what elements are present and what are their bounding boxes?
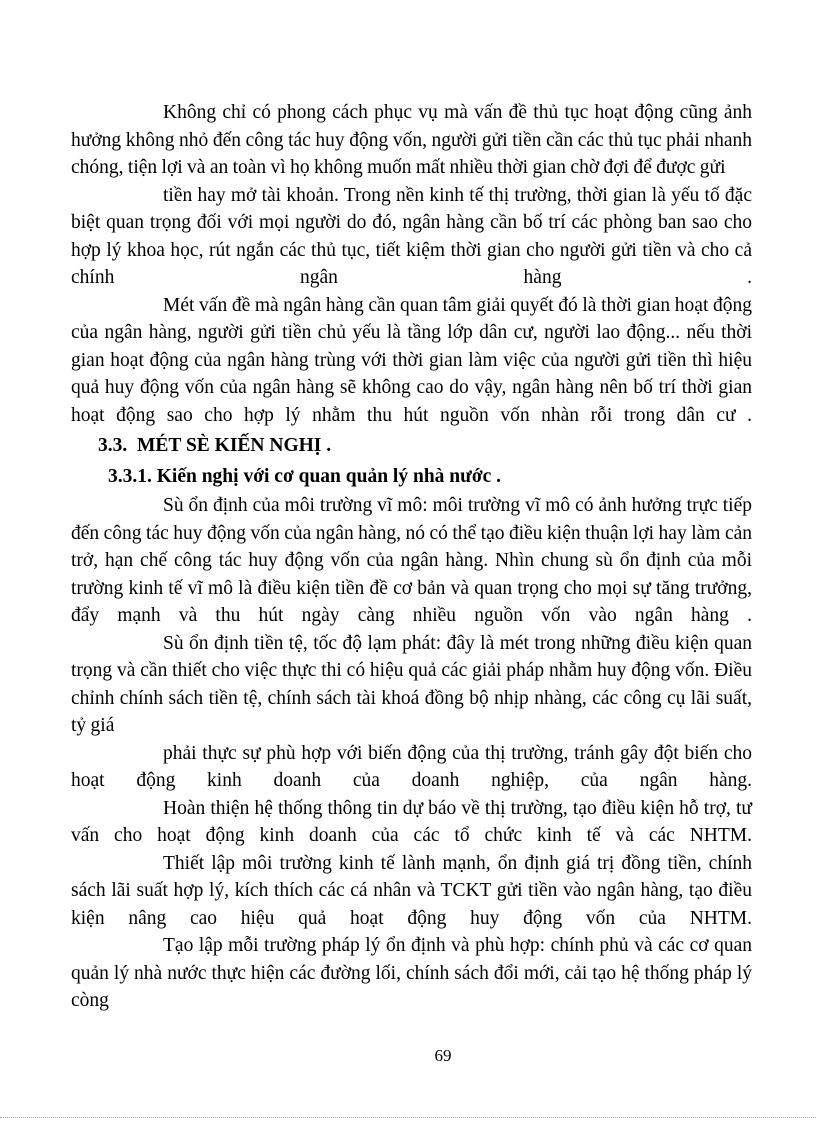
document-body — [71, 99, 752, 1015]
paragraph-information-system: Hoàn thiện hệ thống thông tin dự báo về thị trường, tạo điều kiện hỗ trợ, tư vấn cho hoạt động kinh doanh của các tổ chức kinh tế và các NHTM. — [71, 797, 752, 846]
section-heading-3-3-1: 3.3.1. Kiến nghị với cơ quan quản lý nhà nước . — [108, 466, 502, 487]
paragraph-healthy-economy: Thiết lập môi trường kinh tế lành mạnh, ổn định giá trị đồng tiền, chính sách lãi suất hợp lý, kích thích các cá nhân và TCKT gửi tiền vào ngân hàng, tạo điều kiện nâng cao hiệu quả hoạt động huy động vốn của NHTM. — [71, 852, 752, 929]
paragraph-time-procedures: tiền hay mở tài khoản. Trong nền kinh tế thị trường, thời gian là yếu tố đặc biệt quan trọng đối với mọi người do đó, ngân hàng cần bố trí các phòng ban sao cho hợp lý khoa học, rút ngắn các thủ tục, tiết kiệm thời gian cho người gửi tiền và cho cả chính ngân hàng . — [71, 184, 752, 288]
section-heading-3-3: 3.3. MÉT SÈ KIẾN NGHỊ . — [98, 435, 332, 456]
paragraph-monetary-stability: Sù ổn định tiền tệ, tốc độ lạm phát: đây là mét trong những điều kiện quan trọng và cần thiết cho việc thực thi có hiệu quả các giải pháp nhằm huy động vốn. Điều chỉnh chính sách tiền tệ, chính sách tài khoá đồng bộ nhịp nhàng, các công cụ lãi suất, tỷ giá — [71, 632, 752, 736]
paragraph-operating-hours: Mét vấn đề mà ngân hàng cần quan tâm giải quyết đó là thời gian hoạt động của ngân hàng, người gửi tiền chủ yếu là tầng lớp dân cư, người lao động... nếu thời gian hoạt động của ngân hàng trùng với thời gian làm việc của người gửi tiền thì hiệu quả huy động vốn của ngân hàng sẽ không cao do vậy, ngân hàng nên bố trí thời gian hoạt động sao cho hợp lý nhằm thu hút nguồn vốn nhàn rỗi trong dân cư . — [71, 294, 752, 426]
paragraph-service-style: Không chỉ có phong cách phục vụ mà vấn đề thủ tục hoạt động cũng ảnh hưởng không nhỏ đến công tác huy động vốn, người gửi tiền cần các thủ tục phải nhanh chóng, tiện lợi và an toàn vì họ không muốn mất nhiều thời gian chờ đợi để được gửi — [71, 102, 752, 178]
paragraph-market-fluctuation: phải thực sự phù hợp với biến động của thị trường, tránh gây đột biến cho hoạt động kinh doanh của doanh nghiệp, của ngân hàng. — [71, 742, 752, 791]
paragraph-legal-environment: Tạo lập mỗi trường pháp lý ổn định và phù hợp: chính phủ và các cơ quan quản lý nhà nước thực hiện các đường lối, chính sách đổi mới, cải tạo hệ thống pháp lý còng — [71, 935, 752, 1011]
page-edge-dotted-line — [0, 1117, 816, 1118]
paragraph-macro-environment: Sù ổn định của môi trường vĩ mô: môi trường vĩ mô có ảnh hưởng trực tiếp đến công tác huy động vốn của ngân hàng, nó có thể tạo điều kiện thuận lợi hay làm cản trở, hạn chế công tác huy động vốn của ngân hàng. Nhìn chung sù ổn định của mỗi trường kinh tế vĩ mô là điều kiện tiền đề cơ bản và quan trọng cho mọi sự tăng trưởng, đẩy mạnh và thu hút ngày càng nhiều nguồn vốn vào ngân hàng . — [71, 495, 752, 626]
page-number: 69 — [434, 1046, 452, 1065]
